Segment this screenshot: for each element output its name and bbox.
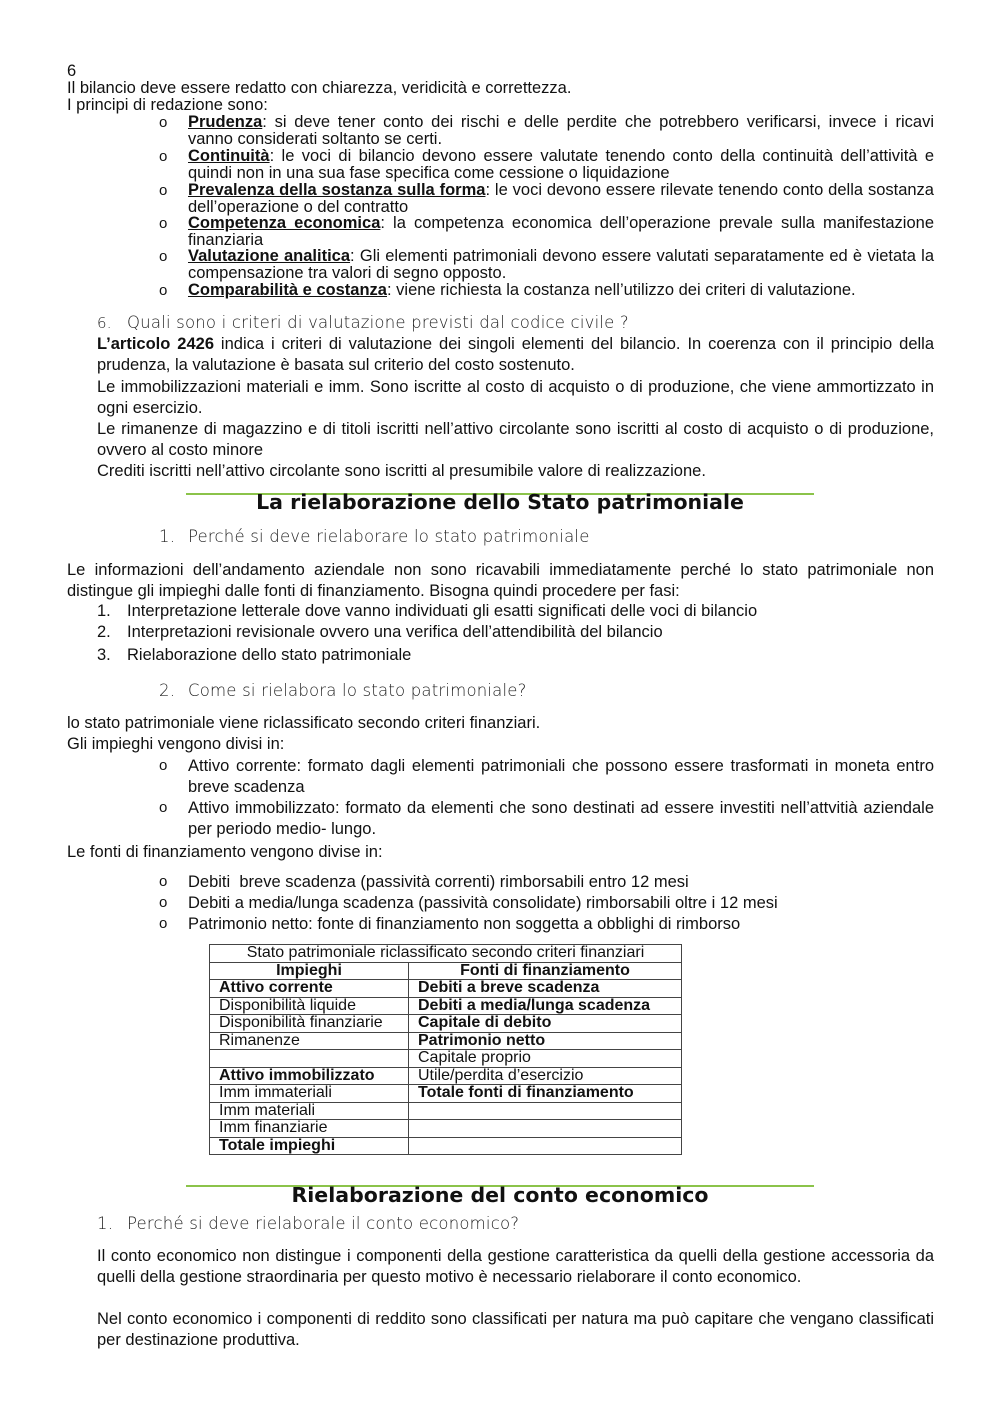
intro-line-1: Il bilancio deve essere redatto con chiarezza, veridicità e correttezza. [67, 79, 572, 97]
section-title: La rielaborazione dello Stato patrimoniale [256, 490, 744, 514]
answer-6-p1-text: indica i criteri di valutazione dei singoli elementi del bilancio. In coerenza con il principio della prudenza, la valutazione è basata sul criterio del costo sostenuto. [97, 335, 935, 374]
list-bullet: o [159, 757, 168, 774]
principle-term: Prevalenza della sostanza sulla forma [188, 181, 486, 199]
answer-6-p3: Le rimanenze di magazzino e di titoli iscritti nell’attivo circolante sono iscritti al costo di acquisto o di produzione, ovvero al costo minore [97, 420, 934, 459]
table-row [210, 1120, 682, 1138]
impieghi-cell: Imm materiali [210, 1102, 409, 1120]
fonti-cell: Utile/perdita d’esercizio [409, 1067, 682, 1085]
article-reference: L’articolo 2426 [97, 335, 214, 353]
list-bullet: o [159, 148, 168, 165]
list-item: Rielaborazione dello stato patrimoniale [127, 646, 412, 664]
answer-6-p1 [97, 334, 934, 376]
list-bullet: o [159, 873, 168, 890]
principle-text: : le voci devono essere rilevate tenendo conto della sostanza dell’operazione o del contratto [188, 181, 934, 216]
table-row [210, 1015, 682, 1033]
impieghi-cell [210, 1050, 409, 1068]
table-row [210, 1137, 682, 1155]
list-bullet: o [159, 799, 168, 816]
table-body [210, 980, 682, 1155]
principle-item [188, 114, 934, 148]
question-6-title: Quali sono i criteri di valutazione previsti dal codice civile ? [127, 313, 629, 332]
list-item: Attivo immobilizzato: formato da elementi che sono destinati ad essere investiti nell’attvitià aziendale per periodo medio- lungo. [188, 799, 934, 838]
impieghi-cell: Imm immateriali [210, 1085, 409, 1103]
table-row [210, 1032, 682, 1050]
principle-text: : Gli elementi patrimoniali devono essere valutati separatamente ed è vietata la compensazione tra valori di segno opposto. [188, 247, 935, 282]
fonti-cell: Debiti a breve scadenza [409, 980, 682, 998]
fonti-intro: Le fonti di finanziamento vengono divise in: [67, 843, 383, 861]
list-item: Debiti breve scadenza (passività correnti) rimborsabili entro 12 mesi [188, 873, 689, 891]
list-number: 1. [97, 602, 111, 620]
list-item: Interpretazione letterale dove vanno individuati gli esatti significati delle voci di bilancio [127, 602, 758, 620]
principle-text: : si deve tener conto dei rischi e delle perdite che potrebbero verificarsi, invece i ricavi vanno considerati soltanto se certi. [188, 113, 934, 148]
question-number: 1. [159, 527, 176, 546]
list-bullet: o [159, 282, 168, 299]
list-item: Patrimonio netto: fonte di finanziamento non soggetta a obblighi di rimborso [188, 915, 741, 933]
answer-6-p4: Crediti iscritti nell’attivo circolante sono iscritti al presumibile valore di realizzazione. [97, 462, 706, 480]
table-row [210, 1067, 682, 1085]
principle-item [188, 248, 934, 282]
table-header: Fonti di finanziamento [409, 962, 682, 980]
list-number: 3. [97, 646, 111, 664]
balance-sheet-table [209, 944, 682, 1155]
principle-text: : le voci di bilancio devono essere valutate tenendo conto della continuità dell’attività e quindi non in una sua fase specifica come cessione o liquidazione [188, 147, 934, 182]
section-1-answer-2-line-2: Gli impieghi vengono divisi in: [67, 735, 285, 753]
page-number: 6 [67, 62, 77, 80]
impieghi-cell: Imm finanziarie [210, 1120, 409, 1138]
fonti-cell: Capitale di debito [409, 1015, 682, 1033]
question-title: Come si rielabora lo stato patrimoniale? [188, 681, 527, 700]
principle-term: Continuità [188, 147, 270, 165]
impieghi-cell: Attivo corrente [210, 980, 409, 998]
table-row [210, 997, 682, 1015]
list-bullet: o [159, 182, 168, 199]
impieghi-cell: Rimanenze [210, 1032, 409, 1050]
principle-item [188, 215, 934, 249]
principle-item [188, 148, 934, 182]
intro-line-2: I principi di redazione sono: [67, 96, 268, 114]
list-number: 2. [97, 623, 111, 641]
question-number: 2. [159, 681, 176, 700]
list-item: Debiti a media/lunga scadenza (passività consolidate) rimborsabili oltre i 12 mesi [188, 894, 778, 912]
principle-term: Comparabilità e costanza [188, 281, 387, 299]
question-title: Perché si deve rielaborale il conto economico? [127, 1214, 520, 1233]
table-row [210, 1050, 682, 1068]
question-number: 1. [97, 1214, 114, 1233]
fonti-cell: Totale fonti di finanziamento [409, 1085, 682, 1103]
section-title: Rielaborazione del conto economico [291, 1183, 709, 1207]
principle-item [188, 182, 934, 216]
impieghi-cell: Totale impieghi [210, 1137, 409, 1155]
fonti-cell: Capitale proprio [409, 1050, 682, 1068]
impieghi-cell: Attivo immobilizzato [210, 1067, 409, 1085]
principle-text: : la competenza economica dell’operazione prevale sulla manifestazione finanziaria [188, 214, 934, 249]
principle-item [188, 282, 934, 299]
question-number: 6. [97, 314, 112, 332]
fonti-cell [409, 1102, 682, 1120]
principle-term: Competenza economica [188, 214, 381, 232]
list-bullet: o [159, 215, 168, 232]
answer-6-p2: Le immobilizzazioni materiali e imm. Sono iscritte al costo di acquisto o di produzione, che viene ammortizzato in ogni esercizio. [97, 378, 934, 417]
list-bullet: o [159, 894, 168, 911]
section-2-paragraph-1: Il conto economico non distingue i componenti della gestione caratteristica da quelli della gestione accessoria da quelli della gestione straordinaria per questo motivo è necessario rielaborare il conto economico. [97, 1247, 934, 1286]
principle-term: Valutazione analitica [188, 247, 351, 265]
section-1-answer-2-line-1: lo stato patrimoniale viene riclassificato secondo criteri finanziari. [67, 714, 541, 732]
principle-term: Prudenza [188, 113, 263, 131]
fonti-cell: Debiti a media/lunga scadenza [409, 997, 682, 1015]
list-bullet: o [159, 915, 168, 932]
section-1-answer-1: Le informazioni dell’andamento aziendale non sono ricavabili immediatamente perché lo stato patrimoniale non distingue gli impieghi dalle fonti di finanziamento. Bisogna quindi procedere per fasi: [67, 561, 934, 600]
impieghi-cell: Disponibilità liquide [210, 997, 409, 1015]
impieghi-cell: Disponibilità finanziarie [210, 1015, 409, 1033]
principle-text: : viene richiesta la costanza nell’utilizzo dei criteri di valutazione. [386, 281, 856, 299]
table-row [210, 1085, 682, 1103]
fonti-cell [409, 1120, 682, 1138]
table-header: Impieghi [210, 962, 409, 980]
question-title: Perché si deve rielaborare lo stato patrimoniale [188, 527, 590, 546]
fonti-cell [409, 1137, 682, 1155]
section-2-paragraph-2: Nel conto economico i componenti di reddito sono classificati per natura ma può capitare che vengano classificati per destinazione produttiva. [97, 1310, 934, 1349]
list-bullet: o [159, 114, 168, 131]
list-bullet: o [159, 248, 168, 265]
table-caption: Stato patrimoniale riclassificato secondo criteri finanziari [210, 945, 682, 963]
fonti-cell: Patrimonio netto [409, 1032, 682, 1050]
list-item: Interpretazioni revisionale ovvero una verifica dell’attendibilità del bilancio [127, 623, 663, 641]
table-row [210, 1102, 682, 1120]
table-row [210, 980, 682, 998]
list-item: Attivo corrente: formato dagli elementi patrimoniali che possono essere trasformati in moneta entro breve scadenza [188, 757, 934, 796]
